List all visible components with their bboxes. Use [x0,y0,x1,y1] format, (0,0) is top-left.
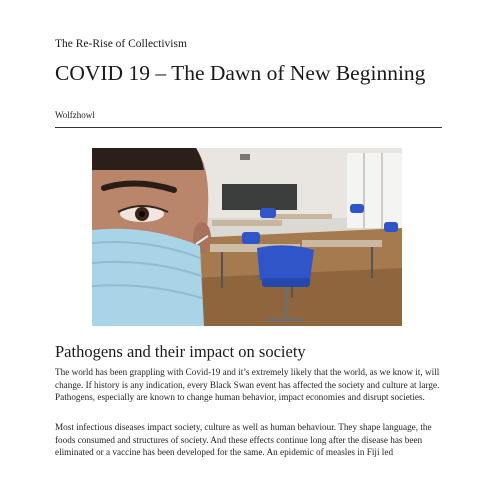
page-title: COVID 19 – The Dawn of New Beginning [55,61,426,85]
hero-image [92,148,402,326]
masked-person-classroom-photo [92,148,402,326]
body-paragraph: Most infectious diseases impact society, culture as well as human behaviour. They shape language, the foods consumed and structures of society. And these effects continue long after the disease has been eliminated or a vaccine has been developed for the same. An epidemic of measles in Fiji led [55,422,432,457]
section-heading: Pathogens and their impact on society [55,342,306,361]
author-name: Wolfzhowl [55,110,95,120]
body-paragraph: The world has been grappling with Covid-19 and it’s extremely likely that the world, as we know it, will change. If history is any indication, every Black Swan event has affected the society and culture at large. Pathogens, especially are known to change human behavior, impact economies and disrupt societies. [55,367,440,402]
title-divider [55,127,442,128]
series-title: The Re-Rise of Collectivism [55,38,187,50]
